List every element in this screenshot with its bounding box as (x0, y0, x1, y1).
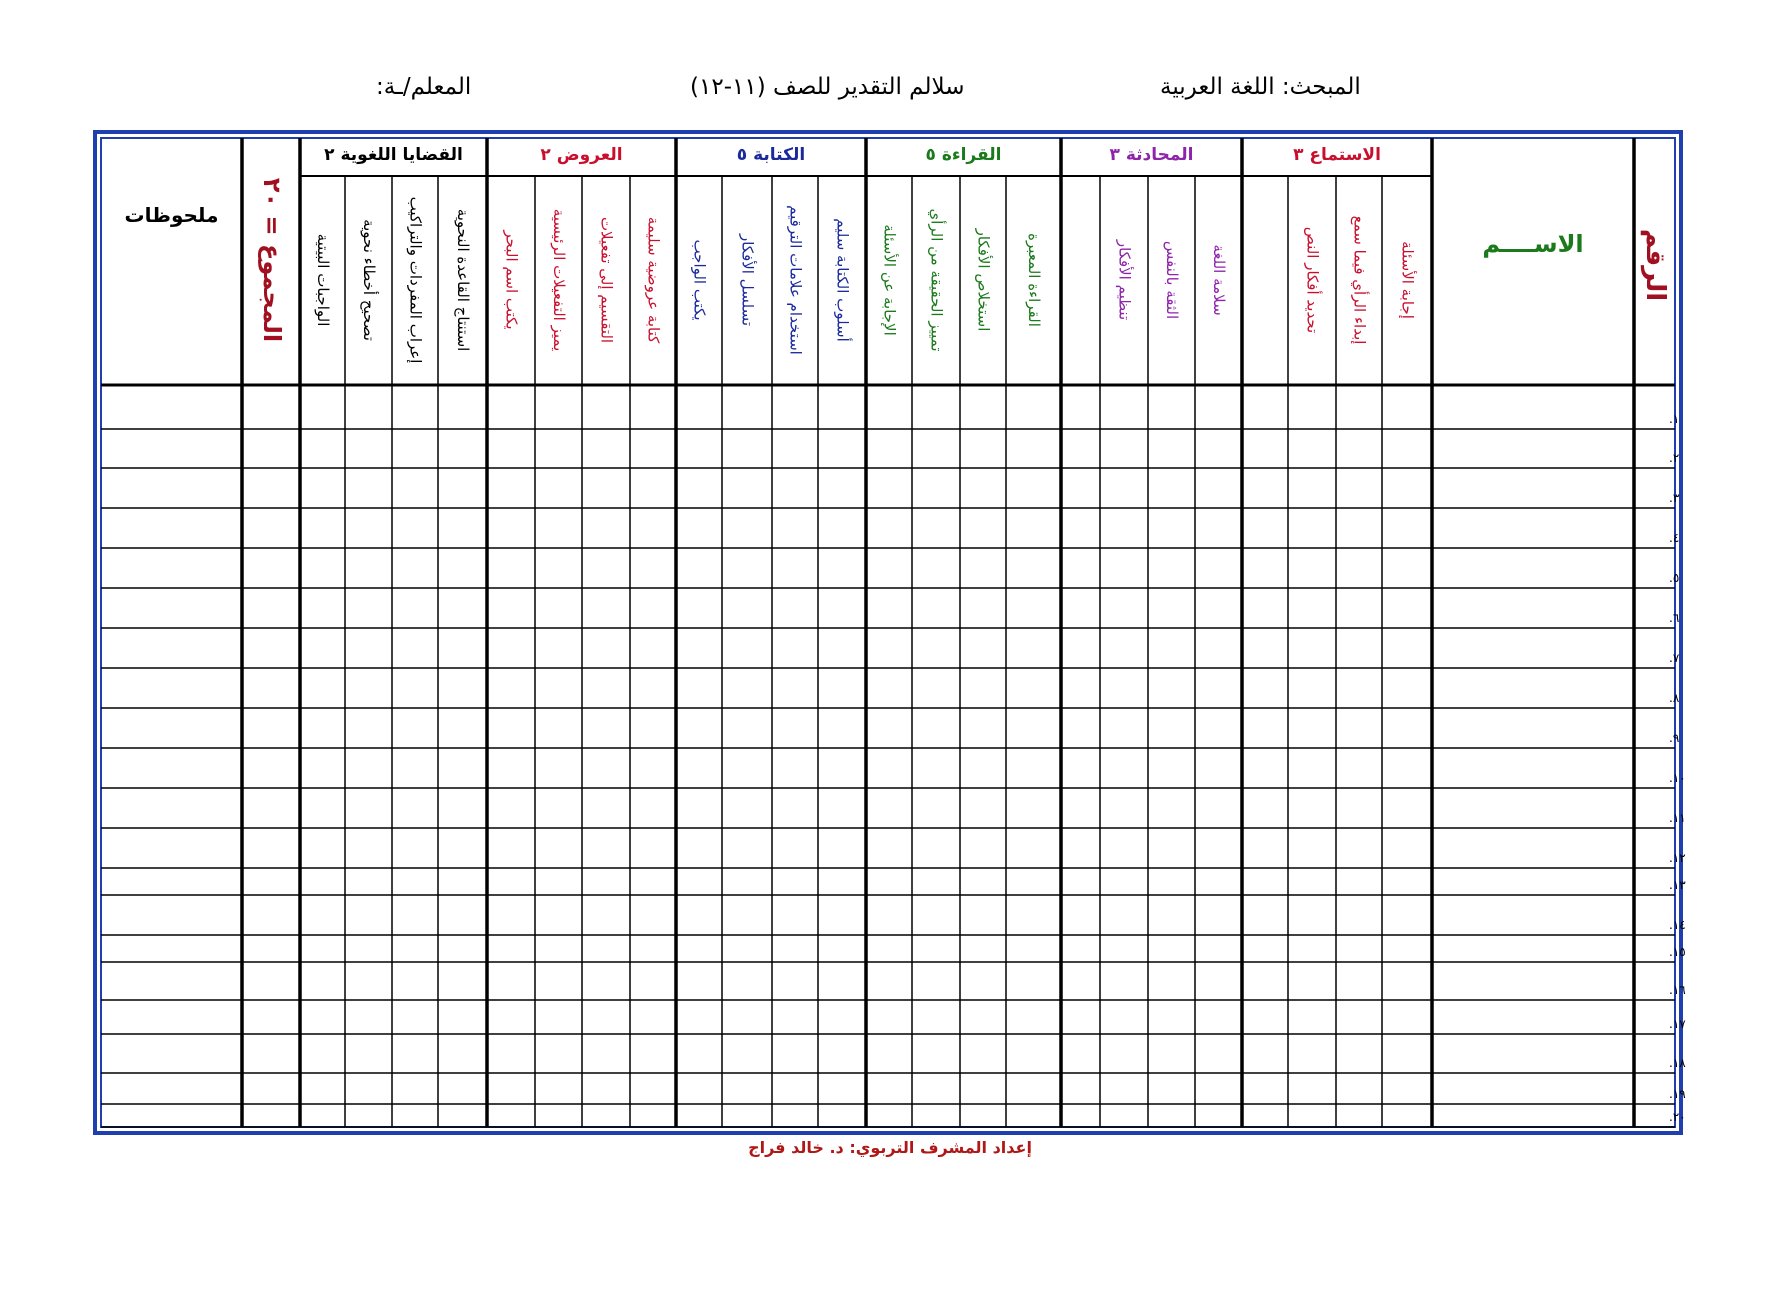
row-number: ١٧. (1669, 1017, 1686, 1031)
row-number: ٧. (1669, 651, 1680, 665)
row-number: ٨. (1669, 691, 1680, 705)
group-title: القضايا اللغوية ٢ (324, 145, 463, 165)
criterion-label: استنتاج القاعدة النحوية (454, 208, 472, 352)
criterion-label: يكتب الواجب (690, 239, 709, 321)
teacher-label: المعلم/ـة: (376, 74, 472, 100)
row-number: ١٩. (1669, 1087, 1686, 1101)
criterion-label: الإجابة عن الأسئلة (880, 224, 899, 336)
criterion-label: أسلوب الكتابة سليم (833, 218, 852, 342)
row-number: ٢٠. (1669, 1110, 1686, 1124)
name-header: الاســــم (1482, 230, 1584, 258)
row-number: ١١. (1669, 811, 1686, 825)
group-title: العروض ٢ (540, 145, 623, 165)
subject-label: المبحث: اللغة العربية (1160, 74, 1361, 100)
group-title: القراءة ٥ (925, 145, 1002, 165)
criterion-label: تمييز الحقيقة من الرأي (927, 208, 946, 352)
criterion-label: تنظيم الأفكار (1115, 239, 1134, 321)
criterion-label: كتابة عروضية سليمة (644, 216, 663, 344)
criterion-label: الواجبات البيتية (314, 233, 332, 327)
criterion-label: إبداء الرأي فيما سمع (1350, 215, 1369, 345)
row-number: ١٥. (1669, 945, 1686, 959)
row-number: ١٦. (1669, 983, 1686, 997)
row-number: ٣. (1669, 491, 1680, 505)
row-number: ١٣. (1669, 878, 1686, 892)
row-number: ٦. (1669, 611, 1680, 625)
criterion-label: يكتب اسم البحر (502, 230, 521, 330)
row-number: ٩. (1669, 731, 1680, 745)
row-number: ٤. (1669, 531, 1680, 545)
group-title: الكتابة ٥ (736, 145, 806, 165)
row-number: ١. (1669, 412, 1680, 426)
criterion-label: التقسيم إلى تفعيلات (597, 216, 616, 344)
criterion-label: تصحيح أخطاء نحوية (360, 219, 378, 341)
row-number: ١٨. (1669, 1056, 1686, 1070)
criterion-label: الثقة بالنفس (1163, 240, 1181, 320)
criterion-label: تحديد أفكار النص (1303, 226, 1322, 334)
row-number: ٥. (1669, 571, 1680, 585)
criterion-label: القراءة المعبرة (1025, 233, 1043, 327)
criterion-label: سلامة اللغة (1210, 244, 1228, 316)
footer-credit: إعداد المشرف التربوي: د. خالد فراج (748, 1138, 1032, 1157)
page-title: سلالم التقدير للصف (١١-١٢) (690, 74, 965, 100)
criterion-label: إعراب المفردات والتراكيب (406, 196, 425, 364)
notes-header: ملحوظات (124, 203, 219, 227)
number-header: الرقم (1640, 228, 1670, 302)
criterion-label: إجابة الأسئلة (1398, 241, 1417, 319)
total-header: المجموع = ٢٠ (258, 177, 286, 343)
row-number: ٢. (1669, 451, 1680, 465)
group-title: الاستماع ٣ (1293, 145, 1381, 165)
criterion-label: تسلسل الأفكار (738, 233, 757, 327)
row-number: ١٢. (1669, 851, 1686, 865)
row-number: ١٤. (1669, 918, 1686, 932)
group-title: المحادثة ٣ (1109, 145, 1194, 165)
criterion-label: استخدام علامات الترقيم (786, 205, 805, 355)
criterion-label: يميز التفعيلات الرئيسية (550, 208, 568, 352)
criterion-label: استخلاص الأفكار (974, 228, 993, 332)
row-number: ١٠. (1669, 771, 1686, 785)
